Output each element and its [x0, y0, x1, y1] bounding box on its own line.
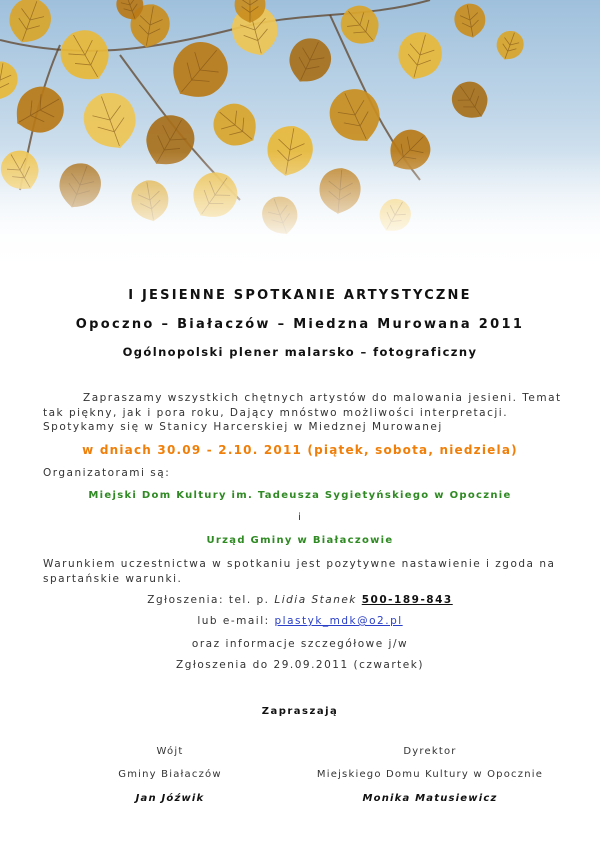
email-link[interactable]: plastyk_mdk@o2.pl — [274, 615, 403, 627]
contact-phone[interactable]: 500-189-843 — [361, 594, 453, 606]
autumn-leaves-banner — [0, 0, 600, 275]
signature-right-role: Dyrektor — [403, 746, 457, 757]
intro-line-1: Zapraszamy wszystkich chętnych artystów do malowania jesieni. Temat — [83, 392, 562, 404]
page-subtitle: Opoczno – Białaczów – Miedzna Murowana 2011 — [75, 317, 525, 332]
organizer-mdk: Miejski Dom Kultury im. Tadeusza Sygietyńskiego w Opocznie — [88, 490, 512, 501]
signature-right-org: Miejskiego Domu Kultury w Opocznie — [316, 769, 544, 780]
condition-line-1: Warunkiem uczestnictwa w spotkaniu jest pozytywne nastawienie i zgoda na — [43, 558, 556, 570]
intro-line-2: tak piękny, jak i pora roku, Dający mnóstwo możliwości interpretacji. — [43, 406, 509, 419]
deadline-line: Zgłoszenia do 29.09.2011 (czwartek) — [176, 659, 424, 671]
organizers-conjunction: i — [298, 512, 302, 523]
signature-left-role: Wójt — [156, 746, 184, 757]
organizer-gmina: Urząd Gminy w Białaczowie — [206, 535, 394, 546]
contact-info-line: oraz informacje szczegółowe j/w — [191, 638, 409, 650]
page-title: I JESIENNE SPOTKANIE ARTYSTYCZNE — [128, 288, 472, 303]
signature-right-name: Monika Matusiewicz — [362, 793, 498, 804]
condition-line-2: spartańskie warunki. — [43, 572, 183, 585]
intro-line-3: Spotykamy się w Stanicy Harcerskiej w Miedznej Murowanej — [43, 421, 443, 433]
invite-heading: Zapraszają — [261, 706, 339, 717]
contact-person: Lidia Stanek — [274, 594, 357, 606]
phone-prefix: Zgłoszenia: tel. p. — [147, 594, 270, 606]
event-dates: w dniach 30.09 - 2.10. 2011 (piątek, sobota, niedziela) — [82, 443, 518, 457]
organizers-label: Organizatorami są: — [43, 467, 171, 479]
email-prefix: lub e-mail: — [197, 615, 270, 627]
page-tagline: Ogólnopolski plener malarsko – fotograficzny — [122, 345, 478, 359]
contact-phone-line — [0, 594, 600, 606]
banner-fade — [0, 0, 600, 275]
condition-paragraph — [43, 557, 555, 586]
signature-left-name: Jan Jóźwik — [135, 793, 205, 804]
contact-email-line — [0, 615, 600, 627]
intro-paragraph — [43, 391, 562, 435]
signature-left-org: Gminy Białaczów — [118, 769, 222, 780]
